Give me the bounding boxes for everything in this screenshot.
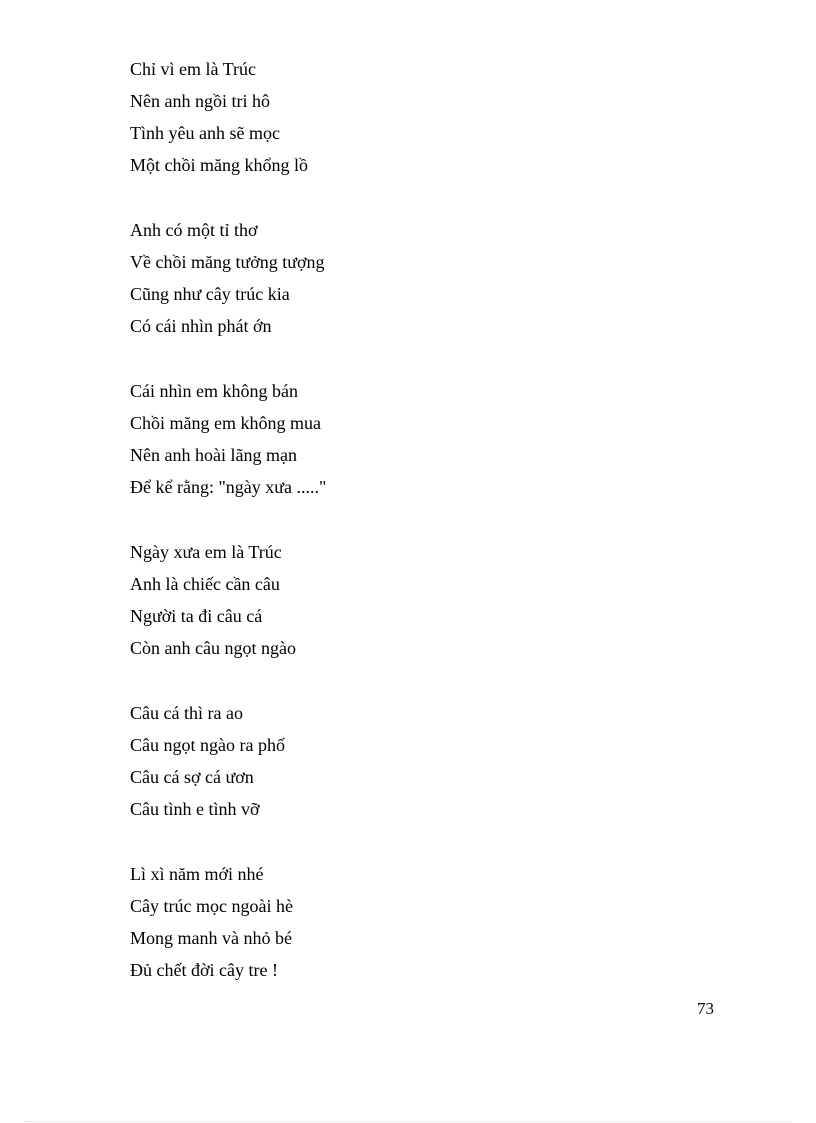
stanza-2: [130, 214, 690, 342]
poem-line: Ngày xưa em là Trúc: [130, 542, 282, 562]
poem-line: Anh là chiếc cần câu: [130, 574, 280, 594]
poem-line: Về chồi măng tưởng tượng: [130, 252, 325, 272]
poem-line: Nên anh hoài lãng mạn: [130, 445, 297, 465]
poem-line: Có cái nhìn phát ớn: [130, 316, 272, 336]
poem-line: Tình yêu anh sẽ mọc: [130, 123, 280, 143]
poem-line: Chồi măng em không mua: [130, 413, 321, 433]
poem-line: Để kể rằng: "ngày xưa .....": [130, 477, 327, 497]
poem-line: Người ta đi câu cá: [130, 606, 263, 626]
poem-line: Câu cá thì ra ao: [130, 703, 243, 723]
poem-line: Còn anh câu ngọt ngào: [130, 638, 296, 658]
poem-line: Cây trúc mọc ngoài hè: [130, 896, 293, 916]
poem-line: Đủ chết đời cây tre !: [130, 960, 278, 980]
stanza-6: [130, 858, 690, 986]
poem-line: Một chồi măng khổng lồ: [130, 155, 308, 175]
poem-line: Cái nhìn em không bán: [130, 381, 298, 401]
poem-line: Câu cá sợ cá ươn: [130, 767, 254, 787]
poem-line: Mong manh và nhỏ bé: [130, 928, 292, 948]
page-bottom-divider: [24, 1121, 792, 1122]
poem-line: Cũng như cây trúc kia: [130, 284, 290, 304]
poem-line: Anh có một tỉ thơ: [130, 220, 258, 240]
page-number: 73: [697, 999, 714, 1018]
poem-line: Câu ngọt ngào ra phố: [130, 735, 285, 755]
poem-line: Câu tình e tình vỡ: [130, 799, 260, 819]
stanza-5: [130, 697, 690, 825]
poem: [130, 53, 690, 1019]
stanza-3: [130, 375, 690, 503]
poem-line: Lì xì năm mới nhé: [130, 864, 264, 884]
poem-line: Chỉ vì em là Trúc: [130, 59, 257, 79]
stanza-1: [130, 53, 690, 181]
stanza-4: [130, 536, 690, 664]
poem-line: Nên anh ngồi tri hô: [130, 91, 270, 111]
